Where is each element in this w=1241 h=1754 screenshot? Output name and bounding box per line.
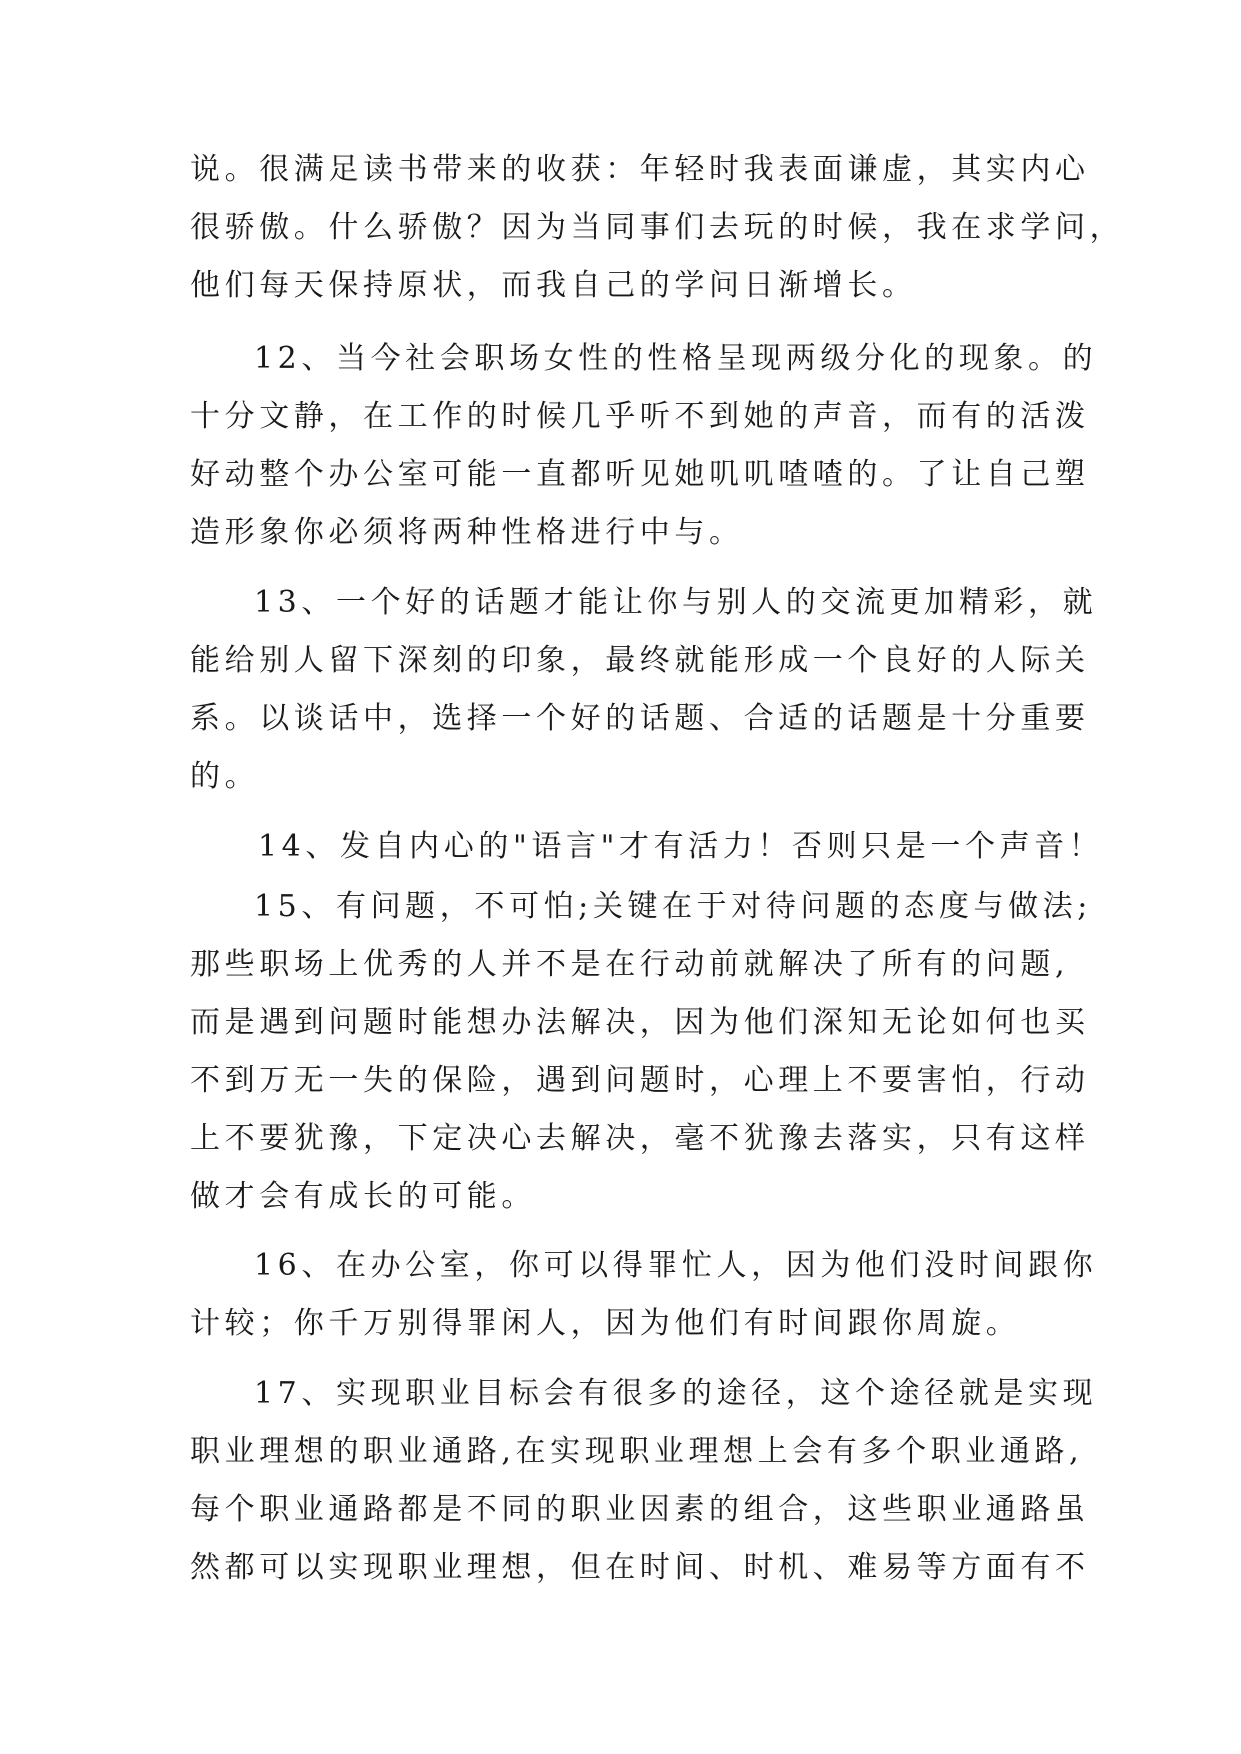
text-line: 上不要犹豫，下定决心去解决，毫不犹豫去落实，只有这样 bbox=[190, 1121, 1090, 1156]
text-line: 很骄傲。什么骄傲？因为当同事们去玩的时候，我在求学问， bbox=[190, 210, 1125, 245]
text-line: 好动整个办公室可能一直都听见她叽叽喳喳的。了让自己塑 bbox=[190, 457, 1090, 492]
text-line: 能给别人留下深刻的印象，最终就能形成一个良好的人际关 bbox=[190, 643, 1090, 678]
text-line: 每个职业通路都是不同的职业因素的组合，这些职业通路虽 bbox=[190, 1492, 1090, 1527]
paragraph-12-first-line: 12、当今社会职场女性的性格呈现两级分化的现象。的 bbox=[254, 341, 1098, 376]
paragraph-15-first-line: 15、有问题，不可怕;关键在于对待问题的态度与做法; bbox=[254, 889, 1092, 924]
text-line: 职业理想的职业通路,在实现职业理想上会有多个职业通路, bbox=[190, 1434, 1084, 1469]
text-line: 他们每天保持原状，而我自己的学问日渐增长。 bbox=[190, 268, 917, 303]
paragraph-13-first-line: 13、一个好的话题才能让你与别人的交流更加精彩，就 bbox=[254, 585, 1098, 620]
paragraph-16-first-line: 16、在办公室，你可以得罪忙人，因为他们没时间跟你 bbox=[254, 1248, 1098, 1283]
text-line: 的。 bbox=[190, 759, 260, 794]
text-line: 说。很满足读书带来的收获：年轻时我表面谦虚，其实内心 bbox=[190, 152, 1090, 187]
text-line: 计较；你千万别得罪闲人，因为他们有时间跟你周旋。 bbox=[190, 1306, 1021, 1341]
text-line: 十分文静，在工作的时候几乎听不到她的声音，而有的活泼 bbox=[190, 399, 1090, 434]
text-line: 系。以谈话中，选择一个好的话题、合适的话题是十分重要 bbox=[190, 701, 1090, 736]
text-line: 然都可以实现职业理想，但在时间、时机、难易等方面有不 bbox=[190, 1550, 1090, 1585]
paragraph-17-first-line: 17、实现职业目标会有很多的途径，这个途径就是实现 bbox=[254, 1376, 1098, 1411]
text-line: 做才会有成长的可能。 bbox=[190, 1179, 536, 1214]
text-line: 而是遇到问题时能想办法解决，因为他们深知无论如何也买 bbox=[190, 1005, 1090, 1040]
text-line: 不到万无一失的保险，遇到问题时，心理上不要害怕，行动 bbox=[190, 1063, 1090, 1098]
paragraph-14-line: 14、发自内心的"语言"才有活力！否则只是一个声音！ bbox=[258, 829, 1104, 864]
text-line: 造形象你必须将两种性格进行中与。 bbox=[190, 515, 744, 550]
text-line: 那些职场上优秀的人并不是在行动前就解决了所有的问题, bbox=[190, 947, 1070, 982]
